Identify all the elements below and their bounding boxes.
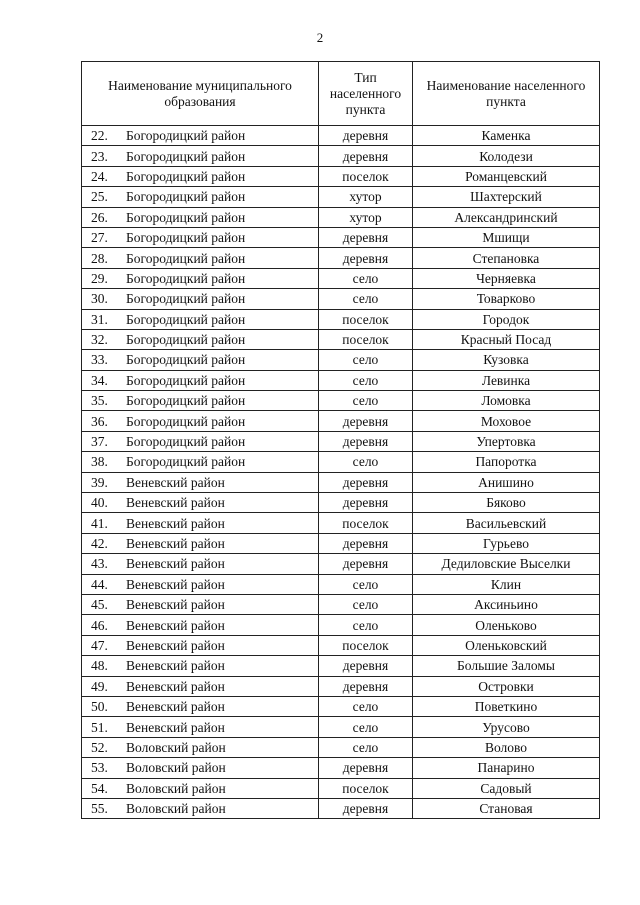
settlement-name-cell: Папоротка <box>413 452 600 472</box>
municipality-name: Богородицкий район <box>126 250 246 266</box>
table-row <box>82 146 600 166</box>
municipality-cell <box>82 472 319 492</box>
municipality-cell <box>82 778 319 798</box>
municipality-cell <box>82 615 319 635</box>
municipality-cell <box>82 126 319 146</box>
row-number: 51. <box>91 719 108 735</box>
municipality-cell <box>82 146 319 166</box>
table-row <box>82 431 600 451</box>
row-number: 37. <box>91 434 108 450</box>
municipality-name: Богородицкий район <box>126 291 246 307</box>
table-row <box>82 126 600 146</box>
table-row <box>82 717 600 737</box>
municipality-cell <box>82 166 319 186</box>
municipality-name: Веневский район <box>126 597 225 613</box>
municipality-name: Богородицкий район <box>126 434 246 450</box>
table-row <box>82 696 600 716</box>
row-number: 24. <box>91 168 108 184</box>
table-row <box>82 676 600 696</box>
settlement-type-cell: деревня <box>319 472 413 492</box>
row-number: 43. <box>91 556 108 572</box>
table-row <box>82 798 600 818</box>
table-row <box>82 758 600 778</box>
settlement-type-cell: деревня <box>319 411 413 431</box>
settlement-name-cell: Черняевка <box>413 268 600 288</box>
municipality-name: Веневский район <box>126 699 225 715</box>
municipality-name: Воловский район <box>126 780 226 796</box>
row-number: 25. <box>91 189 108 205</box>
settlement-name-cell: Большие Заломы <box>413 656 600 676</box>
table-row <box>82 268 600 288</box>
settlement-name-cell: Мшищи <box>413 227 600 247</box>
municipality-cell <box>82 248 319 268</box>
settlement-name-cell: Александринский <box>413 207 600 227</box>
municipality-cell <box>82 656 319 676</box>
municipality-name: Богородицкий район <box>126 168 246 184</box>
municipality-cell <box>82 391 319 411</box>
table-row <box>82 513 600 533</box>
municipality-name: Веневский район <box>126 556 225 572</box>
municipality-name: Воловский район <box>126 739 226 755</box>
table-row <box>82 574 600 594</box>
municipality-cell <box>82 758 319 778</box>
settlement-name-cell: Моховое <box>413 411 600 431</box>
settlement-type-cell: деревня <box>319 146 413 166</box>
settlement-name-cell: Дедиловские Выселки <box>413 554 600 574</box>
row-number: 53. <box>91 760 108 776</box>
municipality-name: Веневский район <box>126 617 225 633</box>
row-number: 48. <box>91 658 108 674</box>
municipality-cell <box>82 513 319 533</box>
municipality-cell <box>82 696 319 716</box>
settlement-type-cell: хутор <box>319 207 413 227</box>
table-row <box>82 329 600 349</box>
settlement-type-cell: поселок <box>319 309 413 329</box>
row-number: 54. <box>91 780 108 796</box>
settlement-type-cell: деревня <box>319 227 413 247</box>
row-number: 49. <box>91 678 108 694</box>
settlement-name-cell: Панарино <box>413 758 600 778</box>
table-row <box>82 187 600 207</box>
municipality-cell <box>82 431 319 451</box>
settlement-type-cell: село <box>319 615 413 635</box>
settlement-name-cell: Анишино <box>413 472 600 492</box>
row-number: 45. <box>91 597 108 613</box>
settlement-type-cell: поселок <box>319 778 413 798</box>
row-number: 31. <box>91 311 108 327</box>
row-number: 33. <box>91 352 108 368</box>
page-number: 2 <box>316 30 324 45</box>
settlement-name-cell: Каменка <box>413 126 600 146</box>
settlement-type-cell: деревня <box>319 758 413 778</box>
row-number: 35. <box>91 393 108 409</box>
settlement-name-cell: Гурьево <box>413 533 600 553</box>
settlement-name-cell: Оленьково <box>413 615 600 635</box>
settlement-type-cell: деревня <box>319 126 413 146</box>
municipality-name: Веневский район <box>126 515 225 531</box>
municipality-cell <box>82 187 319 207</box>
municipality-name: Богородицкий район <box>126 230 246 246</box>
municipality-name: Воловский район <box>126 760 226 776</box>
row-number: 47. <box>91 637 108 653</box>
municipality-cell <box>82 798 319 818</box>
municipality-cell <box>82 554 319 574</box>
municipality-cell <box>82 717 319 737</box>
municipality-cell <box>82 411 319 431</box>
table-row <box>82 452 600 472</box>
table-row <box>82 350 600 370</box>
row-number: 52. <box>91 739 108 755</box>
municipality-cell <box>82 594 319 614</box>
settlement-name-cell: Кузовка <box>413 350 600 370</box>
settlement-name-cell: Клин <box>413 574 600 594</box>
municipality-cell <box>82 370 319 390</box>
municipality-name: Богородицкий район <box>126 311 246 327</box>
settlement-name-cell: Становая <box>413 798 600 818</box>
municipality-name: Богородицкий район <box>126 454 246 470</box>
settlement-type-cell: село <box>319 717 413 737</box>
municipality-name: Веневский район <box>126 495 225 511</box>
municipality-cell <box>82 574 319 594</box>
municipality-cell <box>82 309 319 329</box>
municipality-name: Богородицкий район <box>126 372 246 388</box>
row-number: 22. <box>91 128 108 144</box>
municipality-cell <box>82 533 319 553</box>
settlement-name-cell: Ломовка <box>413 391 600 411</box>
municipality-name: Воловский район <box>126 801 226 817</box>
municipality-cell <box>82 737 319 757</box>
settlement-type-cell: село <box>319 289 413 309</box>
settlement-name-cell: Городок <box>413 309 600 329</box>
settlement-type-cell: село <box>319 737 413 757</box>
table-row <box>82 248 600 268</box>
settlement-name-cell: Колодези <box>413 146 600 166</box>
municipality-name: Богородицкий район <box>126 413 246 429</box>
row-number: 34. <box>91 372 108 388</box>
table-row <box>82 166 600 186</box>
municipality-cell <box>82 452 319 472</box>
row-number: 38. <box>91 454 108 470</box>
settlement-name-cell: Бяково <box>413 493 600 513</box>
settlement-type-cell: деревня <box>319 431 413 451</box>
municipality-name: Богородицкий район <box>126 189 246 205</box>
settlement-type-cell: деревня <box>319 798 413 818</box>
table-row <box>82 289 600 309</box>
settlement-name-cell: Аксиньино <box>413 594 600 614</box>
table-row <box>82 207 600 227</box>
settlement-type-cell: поселок <box>319 166 413 186</box>
settlement-name-cell: Островки <box>413 676 600 696</box>
municipality-cell <box>82 676 319 696</box>
municipality-name: Веневский район <box>126 576 225 592</box>
settlement-name-cell: Степановка <box>413 248 600 268</box>
settlement-type-cell: село <box>319 268 413 288</box>
table-row <box>82 309 600 329</box>
row-number: 27. <box>91 230 108 246</box>
settlement-type-cell: деревня <box>319 676 413 696</box>
municipality-name: Богородицкий район <box>126 128 246 144</box>
header-settlement-name: Наименование населенного пункта <box>413 62 600 126</box>
table-row <box>82 411 600 431</box>
settlement-type-cell: поселок <box>319 635 413 655</box>
settlement-type-cell: село <box>319 370 413 390</box>
settlement-type-cell: деревня <box>319 656 413 676</box>
municipality-name: Богородицкий район <box>126 209 246 225</box>
settlement-type-cell: деревня <box>319 248 413 268</box>
settlement-type-cell: хутор <box>319 187 413 207</box>
settlement-type-cell: поселок <box>319 513 413 533</box>
table-row <box>82 737 600 757</box>
row-number: 23. <box>91 148 108 164</box>
table-row <box>82 493 600 513</box>
table-row <box>82 370 600 390</box>
settlement-name-cell: Левинка <box>413 370 600 390</box>
row-number: 41. <box>91 515 108 531</box>
settlement-name-cell: Упертовка <box>413 431 600 451</box>
table-row <box>82 391 600 411</box>
row-number: 32. <box>91 332 108 348</box>
row-number: 28. <box>91 250 108 266</box>
municipality-cell <box>82 493 319 513</box>
settlement-name-cell: Товарково <box>413 289 600 309</box>
settlement-name-cell: Урусово <box>413 717 600 737</box>
settlement-name-cell: Поветкино <box>413 696 600 716</box>
table-row <box>82 635 600 655</box>
row-number: 30. <box>91 291 108 307</box>
municipality-cell <box>82 268 319 288</box>
row-number: 46. <box>91 617 108 633</box>
municipality-name: Богородицкий район <box>126 148 246 164</box>
municipality-name: Веневский район <box>126 658 225 674</box>
municipality-name: Веневский район <box>126 474 225 490</box>
municipality-name: Веневский район <box>126 719 225 735</box>
row-number: 29. <box>91 270 108 286</box>
row-number: 42. <box>91 536 108 551</box>
settlement-name-cell: Красный Посад <box>413 329 600 349</box>
table-row <box>82 533 600 553</box>
settlement-type-cell: поселок <box>319 329 413 349</box>
table-row <box>82 227 600 247</box>
municipality-cell <box>82 635 319 655</box>
settlement-type-cell: село <box>319 696 413 716</box>
municipality-name: Веневский район <box>126 637 225 653</box>
row-number: 44. <box>91 576 108 592</box>
row-number: 50. <box>91 699 108 715</box>
settlement-type-cell: село <box>319 350 413 370</box>
settlement-name-cell: Оленьковский <box>413 635 600 655</box>
row-number: 40. <box>91 495 108 511</box>
table-header-row <box>82 62 600 126</box>
settlement-type-cell: село <box>319 391 413 411</box>
header-settlement-type: Тип населенного пункта <box>319 62 413 126</box>
table-body <box>82 126 600 819</box>
table-row <box>82 656 600 676</box>
table-row <box>82 615 600 635</box>
settlement-type-cell: деревня <box>319 533 413 553</box>
settlement-name-cell: Садовый <box>413 778 600 798</box>
table-row <box>82 554 600 574</box>
municipality-name: Веневский район <box>126 536 225 551</box>
municipality-cell <box>82 289 319 309</box>
municipality-name: Богородицкий район <box>126 352 246 368</box>
settlement-type-cell: деревня <box>319 493 413 513</box>
row-number: 26. <box>91 209 108 225</box>
municipality-cell <box>82 207 319 227</box>
settlement-name-cell: Романцевский <box>413 166 600 186</box>
table-row <box>82 778 600 798</box>
municipality-cell <box>82 350 319 370</box>
settlement-name-cell: Шахтерский <box>413 187 600 207</box>
row-number: 39. <box>91 474 108 490</box>
settlement-name-cell: Волово <box>413 737 600 757</box>
row-number: 55. <box>91 801 108 817</box>
settlement-type-cell: село <box>319 452 413 472</box>
municipality-cell <box>82 329 319 349</box>
row-number: 36. <box>91 413 108 429</box>
settlement-name-cell: Васильевский <box>413 513 600 533</box>
municipality-name: Веневский район <box>126 678 225 694</box>
municipality-name: Богородицкий район <box>126 332 246 348</box>
municipality-name: Богородицкий район <box>126 393 246 409</box>
table-row <box>82 472 600 492</box>
table-row <box>82 594 600 614</box>
settlement-type-cell: деревня <box>319 554 413 574</box>
settlements-table <box>81 61 600 819</box>
settlement-type-cell: село <box>319 574 413 594</box>
header-municipality: Наименование муниципального образования <box>82 62 319 126</box>
settlement-type-cell: село <box>319 594 413 614</box>
municipality-cell <box>82 227 319 247</box>
municipality-name: Богородицкий район <box>126 270 246 286</box>
